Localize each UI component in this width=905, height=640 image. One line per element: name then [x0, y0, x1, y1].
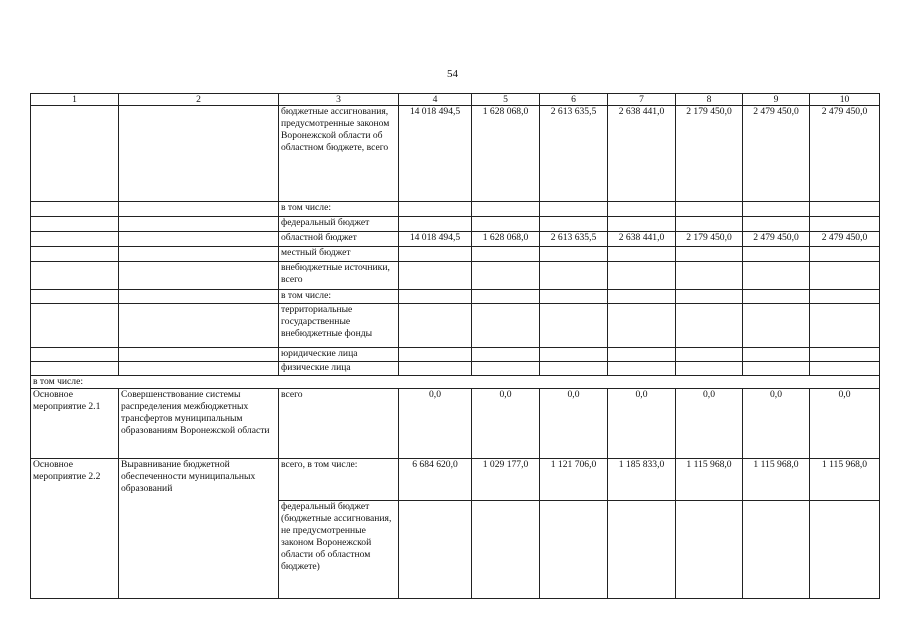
value-cell: 2 613 635,5: [540, 232, 608, 247]
value-cell: [608, 262, 676, 290]
value-cell: [472, 362, 540, 376]
table-row: [31, 348, 880, 362]
value-cell: [810, 262, 880, 290]
value-cell: [540, 348, 608, 362]
table-row: [31, 106, 880, 202]
table-cell: [31, 217, 119, 232]
source-cell: федеральный бюджет (бюджетные ассигнования, не предусмотренные законом Воронежской области об областном бюджете): [279, 501, 399, 599]
column-header: 8: [676, 94, 743, 106]
value-cell: [540, 262, 608, 290]
value-cell: [676, 348, 743, 362]
value-cell: [810, 202, 880, 217]
value-cell: 1 029 177,0: [472, 459, 540, 501]
value-cell: [743, 501, 810, 599]
table-cell: [31, 501, 119, 599]
table-cell: [31, 362, 119, 376]
value-cell: [743, 290, 810, 304]
column-header: 9: [743, 94, 810, 106]
source-cell: всего, в том числе:: [279, 459, 399, 501]
value-cell: 6 684 620,0: [399, 459, 472, 501]
value-cell: [540, 202, 608, 217]
measure-title: Совершенствование системы распределения межбюджетных трансфертов муниципальным образованиям Воронежской области: [119, 389, 279, 459]
value-cell: [540, 290, 608, 304]
column-header: 3: [279, 94, 399, 106]
value-cell: 1 628 068,0: [472, 232, 540, 247]
value-cell: [676, 247, 743, 262]
value-cell: [472, 348, 540, 362]
value-cell: [743, 348, 810, 362]
table-cell: [119, 202, 279, 217]
value-cell: [472, 217, 540, 232]
value-cell: [472, 247, 540, 262]
value-cell: [399, 247, 472, 262]
value-cell: [540, 501, 608, 599]
table-cell: [31, 348, 119, 362]
table-row: [31, 262, 880, 290]
value-cell: 1 121 706,0: [540, 459, 608, 501]
value-cell: [676, 362, 743, 376]
value-cell: 1 115 968,0: [743, 459, 810, 501]
subheading-cell: в том числе:: [31, 376, 880, 389]
value-cell: [540, 362, 608, 376]
value-cell: [676, 501, 743, 599]
column-header: 10: [810, 94, 880, 106]
value-cell: [399, 290, 472, 304]
value-cell: [810, 304, 880, 348]
table-cell: [119, 362, 279, 376]
measure-title: Выравнивание бюджетной обеспеченности муниципальных образований: [119, 459, 279, 501]
measure-row: [31, 389, 880, 459]
table-cell: [119, 290, 279, 304]
value-cell: [608, 501, 676, 599]
subheading-row: [31, 376, 880, 389]
table-cell: [119, 262, 279, 290]
value-cell: 0,0: [472, 389, 540, 459]
value-cell: [810, 247, 880, 262]
value-cell: [676, 217, 743, 232]
value-cell: 0,0: [743, 389, 810, 459]
column-header: 6: [540, 94, 608, 106]
value-cell: [810, 217, 880, 232]
value-cell: [608, 202, 676, 217]
value-cell: [540, 304, 608, 348]
value-cell: 1 115 968,0: [676, 459, 743, 501]
table-cell: [31, 262, 119, 290]
value-cell: [399, 501, 472, 599]
table-cell: [119, 501, 279, 599]
value-cell: 14 018 494,5: [399, 106, 472, 202]
table-cell: [119, 217, 279, 232]
value-cell: [472, 262, 540, 290]
value-cell: [743, 262, 810, 290]
measure-code: Основное мероприятие 2.1: [31, 389, 119, 459]
measure-code: Основное мероприятие 2.2: [31, 459, 119, 501]
value-cell: 2 479 450,0: [743, 232, 810, 247]
budget-table: [30, 93, 880, 599]
table-row: [31, 202, 880, 217]
value-cell: [743, 304, 810, 348]
source-cell: всего: [279, 389, 399, 459]
value-cell: [399, 304, 472, 348]
value-cell: 14 018 494,5: [399, 232, 472, 247]
value-cell: 0,0: [399, 389, 472, 459]
table-row: [31, 290, 880, 304]
table-cell: [119, 247, 279, 262]
value-cell: [676, 202, 743, 217]
value-cell: 2 638 441,0: [608, 106, 676, 202]
table-cell: [31, 290, 119, 304]
measure-row: [31, 459, 880, 501]
value-cell: [676, 304, 743, 348]
value-cell: 2 638 441,0: [608, 232, 676, 247]
value-cell: [608, 362, 676, 376]
value-cell: [743, 202, 810, 217]
table-cell: [119, 304, 279, 348]
source-cell: в том числе:: [279, 290, 399, 304]
value-cell: [743, 362, 810, 376]
source-cell: федеральный бюджет: [279, 217, 399, 232]
value-cell: [540, 247, 608, 262]
table-cell: [119, 348, 279, 362]
value-cell: 0,0: [810, 389, 880, 459]
value-cell: [676, 262, 743, 290]
value-cell: 1 115 968,0: [810, 459, 880, 501]
table-row: [31, 362, 880, 376]
value-cell: [399, 362, 472, 376]
value-cell: [810, 362, 880, 376]
value-cell: 0,0: [540, 389, 608, 459]
value-cell: [608, 290, 676, 304]
column-number-row: [31, 94, 880, 106]
source-cell: физические лица: [279, 362, 399, 376]
source-cell: областной бюджет: [279, 232, 399, 247]
value-cell: [608, 304, 676, 348]
value-cell: 2 613 635,5: [540, 106, 608, 202]
table-row: [31, 247, 880, 262]
source-cell: местный бюджет: [279, 247, 399, 262]
value-cell: 2 479 450,0: [743, 106, 810, 202]
value-cell: [810, 290, 880, 304]
value-cell: [399, 217, 472, 232]
value-cell: [810, 501, 880, 599]
table-cell: [31, 232, 119, 247]
value-cell: 0,0: [676, 389, 743, 459]
value-cell: [399, 348, 472, 362]
value-cell: [472, 290, 540, 304]
column-header: 1: [31, 94, 119, 106]
column-header: 7: [608, 94, 676, 106]
value-cell: [743, 217, 810, 232]
table-row: [31, 232, 880, 247]
table-cell: [31, 247, 119, 262]
table-cell: [31, 304, 119, 348]
value-cell: 1 185 833,0: [608, 459, 676, 501]
table-cell: [119, 232, 279, 247]
value-cell: [608, 217, 676, 232]
column-header: 5: [472, 94, 540, 106]
value-cell: [399, 262, 472, 290]
value-cell: 0,0: [608, 389, 676, 459]
value-cell: [676, 290, 743, 304]
column-header: 2: [119, 94, 279, 106]
value-cell: [743, 247, 810, 262]
value-cell: [608, 247, 676, 262]
value-cell: [472, 202, 540, 217]
source-cell: юридические лица: [279, 348, 399, 362]
table-cell: [119, 106, 279, 202]
table-cell: [31, 106, 119, 202]
value-cell: 2 179 450,0: [676, 106, 743, 202]
measure-row: [31, 501, 880, 599]
page-number: 54: [447, 68, 458, 80]
source-cell: в том числе:: [279, 202, 399, 217]
value-cell: [810, 348, 880, 362]
value-cell: 2 179 450,0: [676, 232, 743, 247]
source-cell: территориальные государственные внебюджетные фонды: [279, 304, 399, 348]
value-cell: [472, 501, 540, 599]
source-cell: бюджетные ассигнования, предусмотренные законом Воронежской области об областном бюджете, всего: [279, 106, 399, 202]
value-cell: 2 479 450,0: [810, 106, 880, 202]
value-cell: [608, 348, 676, 362]
source-cell: внебюджетные источники, всего: [279, 262, 399, 290]
value-cell: 1 628 068,0: [472, 106, 540, 202]
column-header: 4: [399, 94, 472, 106]
value-cell: [399, 202, 472, 217]
value-cell: [540, 217, 608, 232]
table-row: [31, 217, 880, 232]
value-cell: 2 479 450,0: [810, 232, 880, 247]
table-cell: [31, 202, 119, 217]
table-row: [31, 304, 880, 348]
value-cell: [472, 304, 540, 348]
